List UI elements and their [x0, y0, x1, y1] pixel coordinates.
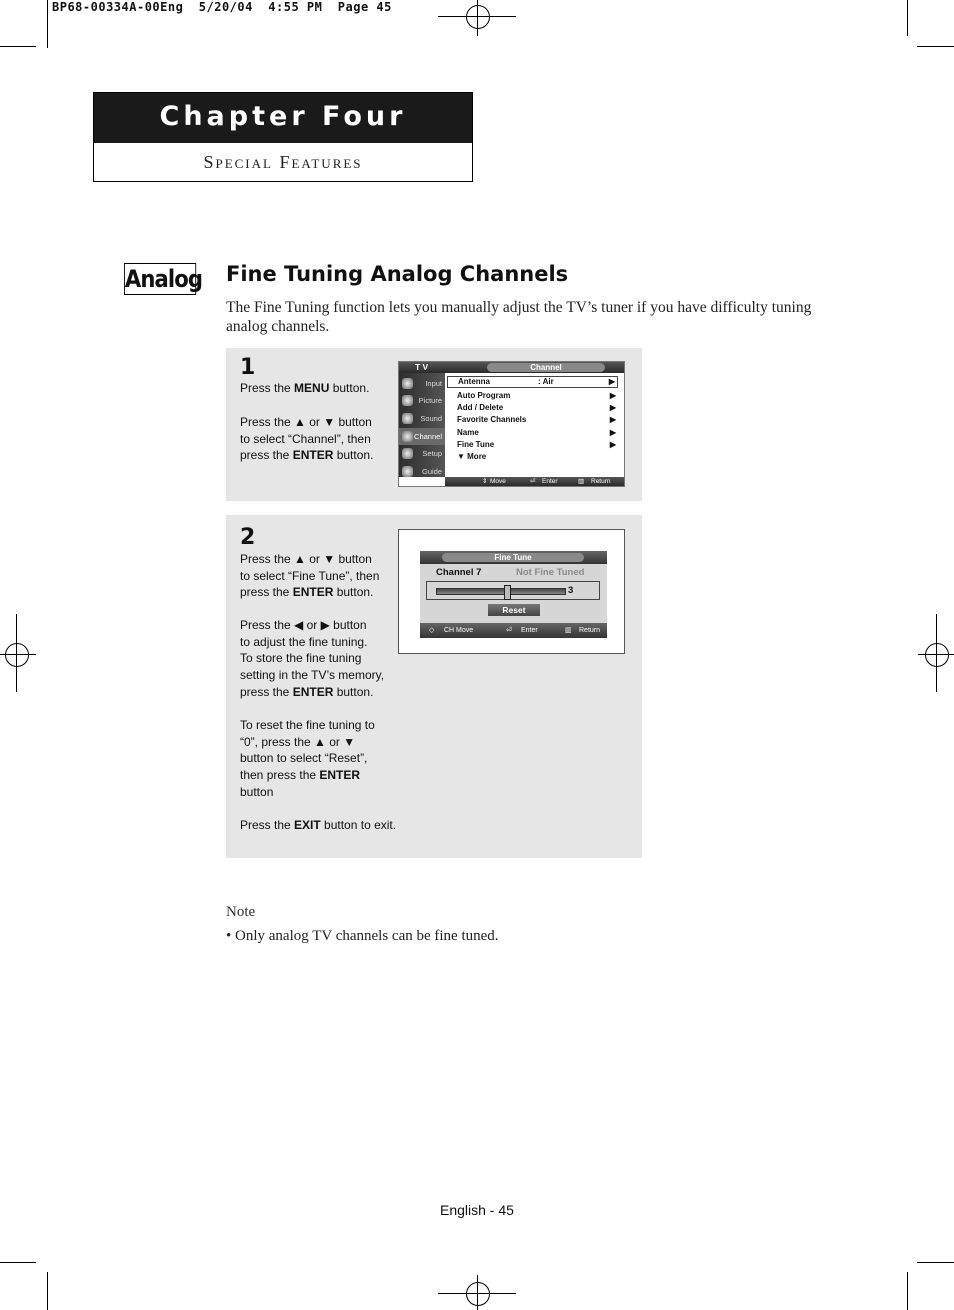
return-icon: ▥: [565, 627, 572, 634]
menu-item-fine-tune: Fine Tune ▶: [457, 439, 616, 449]
arrow-right-icon: ▶: [609, 403, 616, 413]
section-title: Fine Tuning Analog Channels: [226, 262, 569, 286]
sound-icon: [402, 413, 413, 424]
print-header: BP68-00334A-00Eng 5/20/04 4:55 PM Page 45: [52, 0, 392, 14]
arrow-right-icon: ▶: [609, 427, 616, 437]
sidebar-item-input: Input: [399, 375, 445, 392]
ch-move-icon: ◇: [429, 627, 435, 634]
step-1-instruction: Press the ▲ or ▼ button to select “Channel”, then press the ENTER button.: [240, 415, 374, 463]
menu-item-favorite-channels: Favorite Channels ▶: [457, 415, 616, 425]
fine-tune-screenshot: [398, 529, 625, 654]
crop-mark: [0, 46, 36, 47]
sidebar-item-channel: Channel: [399, 428, 445, 445]
sidebar-item-sound: Sound: [399, 410, 445, 427]
menu-item-add-delete: Add / Delete ▶: [457, 403, 616, 413]
tuning-status: Not Fine Tuned: [516, 567, 585, 578]
sidebar-item-setup: Setup: [399, 445, 445, 462]
step-2-instruction: To reset the fine tuning to “0”, press the ▲ or ▼ button to select “Reset”, then press the ENTER button: [240, 718, 375, 799]
step-2-instruction: Press the EXIT button to exit.: [240, 818, 397, 832]
arrow-right-icon: ▶: [609, 391, 616, 400]
chapter-subtitle: Special Features: [203, 152, 363, 172]
crop-mark: [47, 1272, 48, 1310]
registration-cross: [16, 614, 17, 692]
input-icon: [402, 378, 413, 389]
picture-icon: [402, 395, 413, 406]
menu-source-label: T V: [415, 362, 429, 372]
registration-mark-icon: [466, 1282, 490, 1306]
arrow-right-icon: ▶: [608, 377, 615, 386]
menu-footer: ⇕ Move ⏎ Enter ▥ Return: [445, 477, 624, 486]
page-number: English - 45: [440, 1202, 514, 1218]
menu-tab-title: Channel: [487, 363, 605, 372]
chapter-header: [93, 92, 473, 182]
note-item: • Only analog TV channels can be fine tuned.: [226, 928, 499, 944]
guide-icon: [402, 466, 413, 477]
channel-label: Channel 7: [436, 567, 482, 578]
registration-cross: [477, 0, 478, 36]
channel-menu-screenshot: [398, 361, 625, 487]
crop-mark: [917, 46, 954, 47]
menu-item-more: ▼ More: [457, 451, 487, 461]
menu-sidebar: [399, 373, 445, 477]
return-icon: ▥: [578, 478, 585, 485]
step-number: 1: [240, 355, 256, 380]
registration-cross: [477, 1275, 478, 1310]
arrow-right-icon: ▶: [609, 439, 616, 449]
analog-badge: Analog: [124, 265, 203, 293]
enter-icon: ⏎: [530, 478, 536, 485]
intro-text: The Fine Tuning function lets you manually adjust the TV’s tuner if you have difficulty tuning analog channels.: [226, 299, 812, 335]
fine-tune-value: 3: [568, 585, 574, 596]
reset-button: Reset: [488, 604, 540, 616]
step-2-instruction: Press the ◀ or ▶ button to adjust the fine tuning. To store the fine tuning setting in the TV’s memory, press the ENTER button.: [240, 618, 385, 699]
slider-thumb: [504, 585, 511, 600]
registration-cross: [936, 614, 937, 692]
arrow-right-icon: ▶: [609, 415, 616, 425]
sidebar-item-guide: Guide: [399, 463, 445, 480]
menu-item-name: Name ▶: [457, 427, 616, 437]
chapter-title: Chapter Four: [94, 93, 472, 143]
enter-icon: ⏎: [506, 627, 512, 634]
crop-mark: [907, 1272, 908, 1310]
fine-tune-footer: ◇ CH Move ⏎ Enter ▥ Return: [420, 623, 607, 638]
step-number: 2: [240, 525, 256, 550]
menu-list: [447, 376, 618, 463]
fine-tune-slider: [436, 588, 566, 595]
crop-mark: [47, 0, 48, 48]
sidebar-item-picture: Picture: [399, 392, 445, 409]
fine-tune-title: Fine Tune: [442, 553, 584, 562]
fine-tune-screen: [420, 551, 607, 638]
crop-mark: [907, 0, 908, 36]
menu-item-auto-program: Auto Program ▶: [457, 391, 616, 400]
step-2-instruction: Press the ▲ or ▼ button to select “Fine Tune”, then press the ENTER button.: [240, 552, 380, 600]
channel-icon: [402, 431, 413, 442]
registration-mark-icon: [466, 5, 490, 29]
menu-item-antenna: Antenna : Air ▶: [447, 376, 618, 388]
registration-mark-icon: [925, 643, 949, 667]
note-label: Note: [226, 904, 256, 920]
move-icon: ⇕: [482, 478, 488, 485]
menu-header: [399, 362, 624, 373]
step-1-instruction: Press the MENU button.: [240, 381, 370, 395]
fine-tune-slider-box: [426, 581, 600, 600]
crop-mark: [917, 1262, 954, 1263]
fine-tune-header: [420, 551, 607, 564]
registration-mark-icon: [5, 643, 29, 667]
registration-cross: [0, 654, 36, 655]
crop-mark: [0, 1262, 36, 1263]
setup-icon: [402, 448, 413, 459]
